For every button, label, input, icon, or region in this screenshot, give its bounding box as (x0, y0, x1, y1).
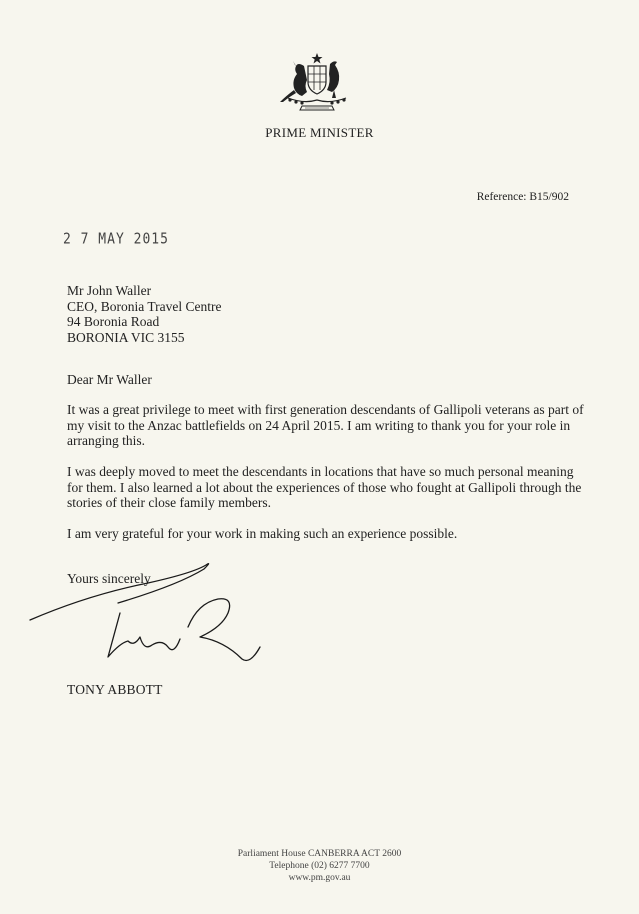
recipient-street: 94 Boronia Road (67, 314, 160, 330)
footer-telephone: Telephone (02) 6277 7700 (269, 861, 370, 871)
footer-website: www.pm.gov.au (288, 873, 351, 883)
body-paragraph: I was deeply moved to meet the descendants in locations that have so much personal meaning for them. I also learned a lot about the experiences of those who fought at Gallipoli through the stories of their close family members. (67, 464, 582, 511)
letter-footer (0, 848, 639, 884)
signatory-name: TONY ABBOTT (67, 682, 163, 697)
coat-of-arms-icon (274, 52, 360, 114)
closing: Yours sincerely (67, 571, 151, 586)
recipient-address (67, 283, 222, 345)
body-paragraph: It was a great privilege to meet with first generation descendants of Gallipoli veterans as part of my visit to the Anzac battlefields on 24 April 2015. I am writing to thank you for your role in arranging this. (67, 402, 584, 449)
recipient-city: BORONIA VIC 3155 (67, 329, 185, 345)
salutation: Dear Mr Waller (67, 372, 152, 387)
letterhead-title: PRIME MINISTER (265, 125, 374, 140)
handwritten-signature-icon (28, 555, 268, 675)
recipient-name: Mr John Waller (67, 283, 152, 298)
footer-address: Parliament House CANBERRA ACT 2600 (237, 849, 402, 859)
recipient-title: CEO, Boronia Travel Centre (67, 298, 222, 314)
body-paragraph: I am very grateful for your work in making such an experience possible. (67, 526, 458, 541)
reference-number: Reference: B15/902 (476, 191, 569, 203)
date-stamp: 2 7 MAY 2015 (63, 231, 169, 249)
